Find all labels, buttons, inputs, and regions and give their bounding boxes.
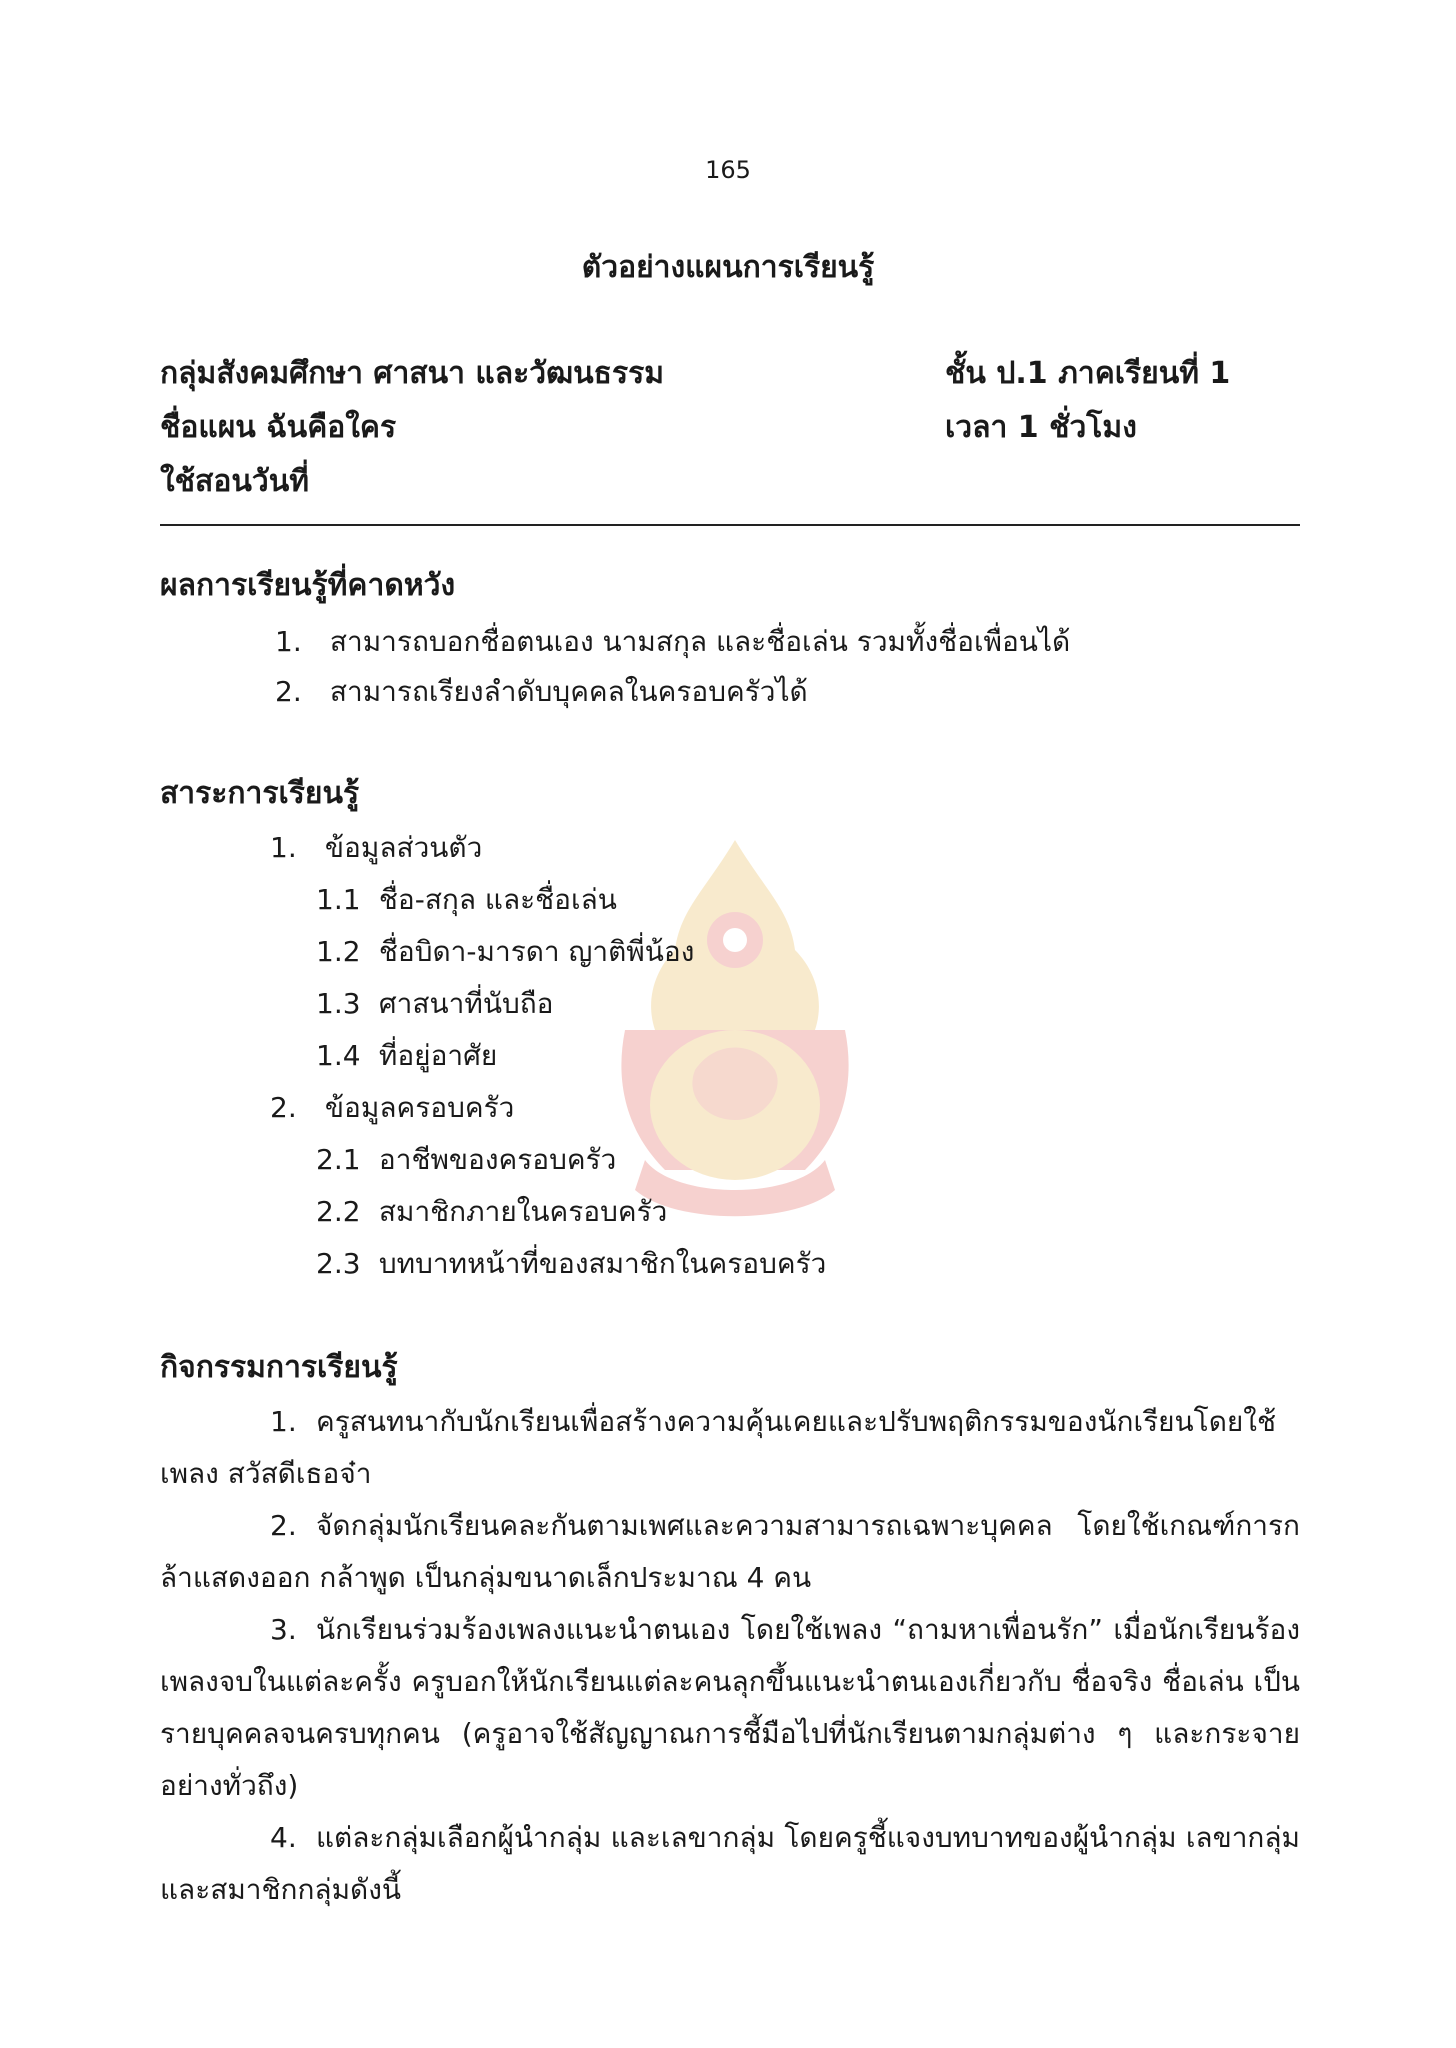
content-subitem (316, 1034, 497, 1078)
content-subitem (316, 930, 694, 974)
plan-name: ชื่อแผน ฉันคือใคร (160, 410, 397, 445)
document-title: ตัวอย่างแผนการเรียนรู้ (581, 250, 875, 285)
content-subtext: ศาสนาที่นับถือ (378, 987, 554, 1020)
content-subnumber: 1.1 (316, 883, 361, 916)
outcome-number: 2. (275, 675, 302, 708)
content-subtext: สมาชิกภายในครอบครัว (378, 1195, 668, 1228)
page-number: 165 (705, 156, 751, 184)
outcome-item (275, 670, 808, 714)
content-subitem (316, 1138, 616, 1182)
content-subtext: บทบาทหน้าที่ของสมาชิกในครอบครัว (378, 1247, 827, 1280)
outcome-text: สามารถบอกชื่อตนเอง นามสกุล และชื่อเล่น รวมทั้งชื่อเพื่อนได้ (329, 625, 1071, 658)
content-subnumber: 2.3 (316, 1247, 361, 1280)
content-heading: สาระการเรียนรู้ (160, 776, 360, 811)
activity-text: ครูสนทนากับนักเรียนเพื่อสร้างความคุ้นเคยและปรับพฤติกรรมของนักเรียนโดยใช้เพลง สวัสดีเธอจ๋า (160, 1405, 1276, 1490)
content-text: ข้อมูลครอบครัว (324, 1091, 515, 1124)
content-subnumber: 1.4 (316, 1039, 361, 1072)
grade-semester: ชั้น ป.1 ภาคเรียนที่ 1 (945, 356, 1231, 391)
obec-emblem-watermark-icon (585, 830, 885, 1230)
activity-number: 1. (270, 1405, 297, 1438)
content-subtext: ที่อยู่อาศัย (378, 1039, 498, 1072)
activity-number: 4. (270, 1821, 297, 1854)
content-subitem (316, 1190, 667, 1234)
subject-group: กลุ่มสังคมศึกษา ศาสนา และวัฒนธรรม (160, 356, 664, 391)
content-subitem (316, 1242, 826, 1286)
activities-heading: กิจกรรมการเรียนรู้ (160, 1350, 398, 1385)
plan-time: เวลา 1 ชั่วโมง (945, 410, 1137, 445)
content-subtext: ชื่อ-สกุล และชื่อเล่น (378, 883, 617, 916)
activity-text: แต่ละกลุ่มเลือกผู้นำกลุ่ม และเลขากลุ่ม โดยครูชี้แจงบทบาทของผู้นำกลุ่ม เลขากลุ่ม และสมาชิกกลุ่มดังนี้ (160, 1821, 1300, 1906)
activity-number: 3. (270, 1613, 297, 1646)
activity-text: จัดกลุ่มนักเรียนคละกันตามเพศและความสามารถเฉพาะบุคคล โดยใช้เกณฑ์การกล้าแสดงออก กล้าพูด เป็นกลุ่มขนาดเล็กประมาณ 4 คน (160, 1509, 1300, 1594)
content-subnumber: 1.2 (316, 935, 361, 968)
activity-item (160, 1500, 1300, 1604)
content-subnumber: 2.2 (316, 1195, 361, 1228)
activity-number: 2. (270, 1509, 297, 1542)
header-divider (160, 524, 1300, 526)
outcomes-heading: ผลการเรียนรู้ที่คาดหวัง (160, 568, 456, 603)
content-subnumber: 2.1 (316, 1143, 361, 1176)
activity-text: นักเรียนร่วมร้องเพลงแนะนำตนเอง โดยใช้เพลง “ถามหาเพื่อนรัก” เมื่อนักเรียนร้องเพลงจบในแต่ละครั้ง ครูบอกให้นักเรียนแต่ละคนลุกขึ้นแนะนำตนเองเกี่ยวกับ ชื่อจริง ชื่อเล่น เป็นรายบุคคลจนครบทุกคน (ครูอาจใช้สัญญาณการชี้มือไปที่นักเรียนตามกลุ่มต่าง ๆ และกระจายอย่างทั่วถึง) (160, 1613, 1300, 1802)
content-subitem (316, 982, 554, 1026)
content-subnumber: 1.3 (316, 987, 361, 1020)
content-text: ข้อมูลส่วนตัว (324, 831, 483, 864)
content-number: 1. (270, 831, 297, 864)
content-subtext: อาชีพของครอบครัว (378, 1143, 617, 1176)
outcome-text: สามารถเรียงลำดับบุคคลในครอบครัวได้ (329, 675, 808, 708)
content-subtext: ชื่อบิดา-มารดา ญาติพี่น้อง (378, 935, 695, 968)
activity-item (160, 1604, 1300, 1812)
outcome-item (275, 620, 1070, 664)
activity-item (160, 1396, 1300, 1500)
content-subitem (316, 878, 617, 922)
teaching-date: ใช้สอนวันที่ (160, 464, 309, 499)
content-item (270, 1086, 514, 1130)
content-item (270, 826, 482, 870)
outcome-number: 1. (275, 625, 302, 658)
content-number: 2. (270, 1091, 297, 1124)
activity-item (160, 1812, 1300, 1916)
